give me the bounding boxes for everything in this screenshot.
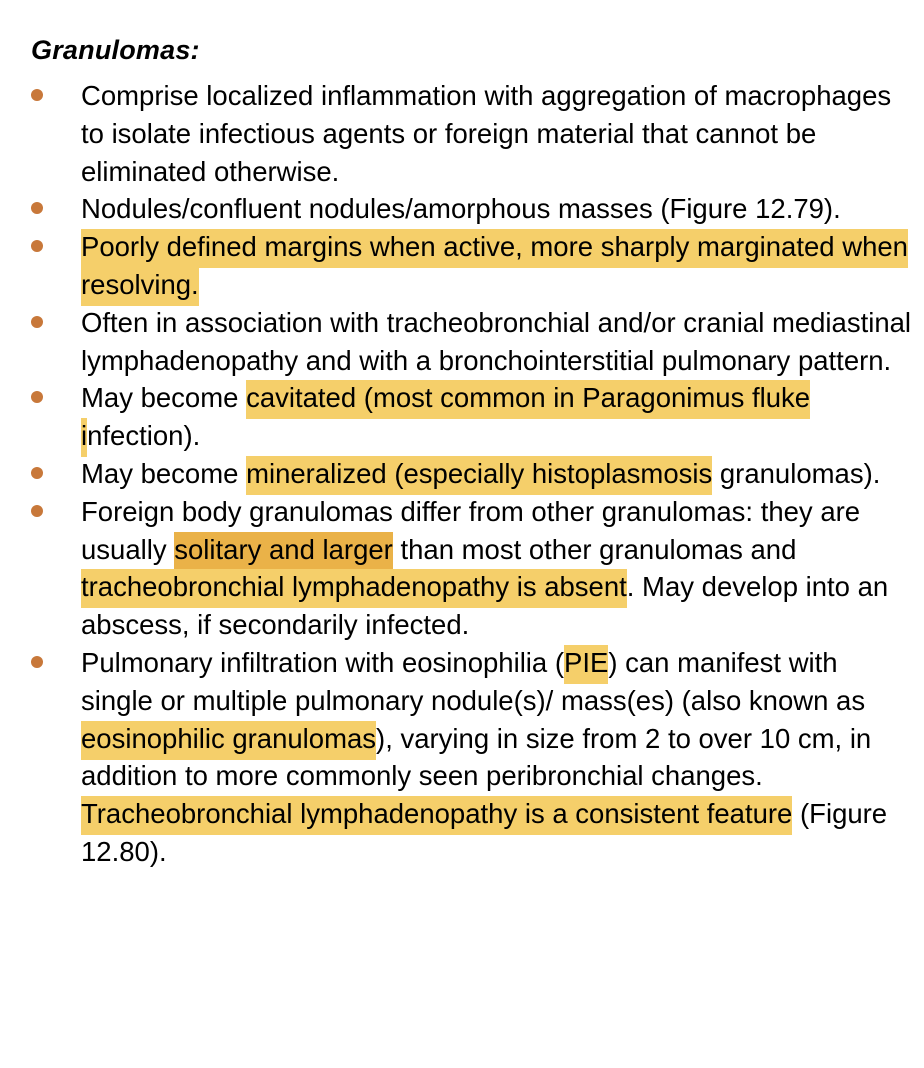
highlighted-text: Poorly defined margins when active, more sharply marginated when resolving. (81, 229, 908, 306)
highlighted-text: Tracheobronchial lymphadenopathy is a consistent feature (81, 796, 792, 835)
item-text (81, 80, 891, 187)
bullet-icon (31, 240, 43, 252)
list-item (0, 190, 924, 228)
bullet-icon (31, 656, 43, 668)
highlighted-text: tracheobronchial lymphadenopathy is absent (81, 569, 627, 608)
bullet-icon (31, 316, 43, 328)
item-text (81, 307, 911, 376)
text-segment: granulomas). (712, 457, 881, 489)
list-item (0, 379, 924, 455)
text-segment: ), varying in size from 2 to over 10 cm, in addition to more commonly seen peribronchial changes. (81, 722, 872, 792)
bullet-icon (31, 391, 43, 403)
bullet-icon (31, 467, 43, 479)
highlighted-text: PIE (564, 645, 608, 684)
text-segment: than most other granulomas and (392, 533, 797, 565)
item-text (81, 193, 841, 224)
list-item (0, 644, 924, 871)
highlighted-text: solitary and larger (174, 532, 393, 571)
item-text (81, 229, 908, 306)
bullet-icon (31, 202, 43, 214)
text-segment: May become (81, 457, 247, 489)
list-item (0, 455, 924, 493)
list-item (0, 77, 924, 190)
highlighted-text: cavitated (most common in Paragonimus fluke i (81, 380, 810, 457)
text-segment: nfection). (87, 420, 201, 452)
text-segment: Foreign body granulomas differ from other granulomas: they are usually (81, 495, 861, 565)
text-segment: Pulmonary infiltration with eosinophilia ( (81, 646, 565, 678)
text-segment: Often in association with tracheobronchial and/or cranial mediastinal lymphadenopathy and with a bronchointerstitial pulmonary pattern. (81, 306, 912, 376)
highlighted-text: mineralized (especially histoplasmosis (246, 456, 712, 495)
bullet-icon (31, 89, 43, 101)
text-segment: Comprise localized inflammation with aggregation of macrophages to isolate infectious agents or foreign material that cannot be eliminated otherwise. (81, 80, 892, 187)
item-text (81, 380, 810, 457)
text-segment: Nodules/confluent nodules/amorphous masses (Figure 12.79). (81, 193, 841, 225)
bullet-list (0, 77, 924, 871)
text-segment: ) can manifest with single or multiple pulmonary nodule(s)/ mass(es) (also known as (81, 646, 866, 716)
text-segment: May become (81, 382, 247, 414)
list-item (0, 228, 924, 304)
text-segment: (Figure 12.80). (81, 798, 888, 867)
highlighted-text: eosinophilic granulomas (81, 721, 376, 760)
item-text (81, 496, 888, 640)
text-segment: . May develop into an abscess, if secondarily infected. (81, 571, 889, 641)
item-text (81, 456, 880, 495)
bullet-icon (31, 505, 43, 517)
item-text (81, 645, 887, 867)
list-item (0, 493, 924, 644)
section-heading: Granulomas: (31, 35, 200, 65)
list-item (0, 304, 924, 380)
